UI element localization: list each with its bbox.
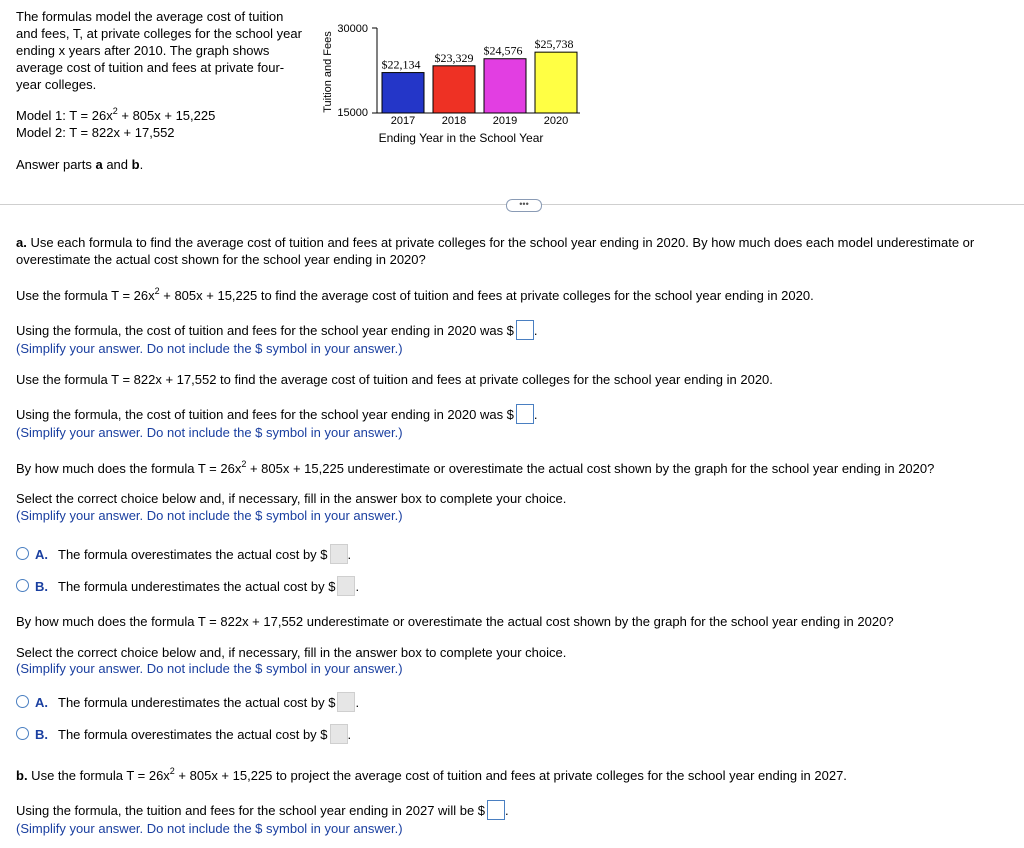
- q1-choice-b-radio[interactable]: [16, 579, 29, 592]
- q2-choice-a-input[interactable]: [337, 692, 355, 712]
- chart-ylabel: Tuition and Fees: [322, 31, 334, 113]
- answer-parts-text: Answer parts a and b.: [16, 157, 144, 172]
- simplify-hint: (Simplify your answer. Do not include the $ symbol in your answer.): [16, 661, 403, 676]
- chart-ytick-bottom: 15000: [337, 107, 368, 119]
- more-options-button[interactable]: •••: [506, 199, 542, 212]
- simplify-hint: (Simplify your answer. Do not include the $ symbol in your answer.): [16, 341, 403, 356]
- select-instruction: Select the correct choice below and, if necessary, fill in the answer box to complete your choice.: [16, 645, 567, 660]
- use-formula-1-text: Use the formula $T = 26x^2 + 805x + 15,225$ to find the average cost of tuition and fees at private colleges for the school year ending in 2020.: [16, 286, 814, 303]
- q2-text: By how much does the formula T = 822x + 17,552 underestimate or overestimate the actual cost shown by the graph for the school year ending in 2020?: [16, 614, 894, 629]
- chart-xtick-2017: 2017: [390, 115, 416, 127]
- formula-1-result-line: Using the formula, the cost of tuition and fees for the school year ending in 2020 was $ .: [16, 320, 538, 340]
- q2-choice-a-radio[interactable]: [16, 695, 29, 708]
- simplify-hint: (Simplify your answer. Do not include the $ symbol in your answer.): [16, 425, 403, 440]
- chart-bar-2018: [433, 66, 475, 113]
- q1-choice-a-radio[interactable]: [16, 547, 29, 560]
- chart-bar-2019: [484, 59, 526, 113]
- chart-xtick-2020: 2020: [543, 115, 569, 127]
- q1-text: By how much does the formula $T = 26x^2 + 805x + 15,225$ underestimate or overestimate the actual cost shown by the graph for the school year ending in 2020?: [16, 459, 935, 476]
- q1-choice-b[interactable]: B. The formula underestimates the actual cost by $ .: [16, 576, 359, 596]
- model-1: Model 1: $T = 26x^2 + 805x + 15,225$: [16, 106, 216, 123]
- tuition-bar-chart: [318, 12, 588, 152]
- q2-choice-b-input[interactable]: [330, 724, 348, 744]
- model-2: Model 2: T = 822x + 17,552: [16, 125, 175, 140]
- chart-xtick-2019: 2019: [492, 115, 518, 127]
- use-formula-2-text: Use the formula T = 822x + 17,552 to find the average cost of tuition and fees at private colleges for the school year ending in 2020.: [16, 372, 773, 387]
- part-b-result-line: Using the formula, the tuition and fees for the school year ending in 2027 will be $ .: [16, 800, 509, 820]
- chart-value-label-2017: $22,134: [381, 57, 421, 72]
- chart-bar-2020: [535, 52, 577, 113]
- simplify-hint: (Simplify your answer. Do not include the $ symbol in your answer.): [16, 821, 403, 836]
- select-instruction: Select the correct choice below and, if necessary, fill in the answer box to complete your choice.: [16, 491, 567, 506]
- part-a-question: a. Use each formula to find the average cost of tuition and fees at private colleges for the school year ending in 2020. By how much does each model underestimate or overestimate the actual cost shown for the school year ending in 2020?: [16, 235, 975, 267]
- simplify-hint: (Simplify your answer. Do not include the $ symbol in your answer.): [16, 508, 403, 523]
- q2-choice-a[interactable]: A. The formula underestimates the actual cost by $ .: [16, 692, 359, 712]
- formula-2-answer-input[interactable]: [516, 404, 534, 424]
- q1-choice-b-input[interactable]: [337, 576, 355, 596]
- q2-choice-b[interactable]: B. The formula overestimates the actual cost by $ .: [16, 724, 351, 744]
- chart-xtick-2018: 2018: [441, 115, 467, 127]
- problem-intro: The formulas model the average cost of tuition and fees, T, at private colleges for the school year ending x years after 2010. The graph shows average cost of tuition and fees at private four-year colleges.: [16, 9, 302, 92]
- chart-value-label-2018: $23,329: [434, 50, 474, 65]
- chart-value-label-2019: $24,576: [483, 43, 523, 58]
- q2-choice-b-radio[interactable]: [16, 727, 29, 740]
- part-b-question: b. Use the formula $T = 26x^2 + 805x + 15,225$ to project the average cost of tuition and fees at private colleges for the school year ending in 2027.: [16, 766, 847, 783]
- chart-value-label-2020: $25,738: [534, 37, 574, 52]
- chart-ytick-top: 30000: [337, 23, 368, 35]
- part-b-answer-input[interactable]: [487, 800, 505, 820]
- formula-2-result-line: Using the formula, the cost of tuition and fees for the school year ending in 2020 was $ .: [16, 404, 538, 424]
- q1-choice-a-input[interactable]: [330, 544, 348, 564]
- chart-bar-2017: [382, 73, 424, 113]
- q1-choice-a[interactable]: A. The formula overestimates the actual cost by $ .: [16, 544, 351, 564]
- chart-xlabel: Ending Year in the School Year: [378, 131, 544, 145]
- formula-1-answer-input[interactable]: [516, 320, 534, 340]
- models-block: [16, 107, 215, 141]
